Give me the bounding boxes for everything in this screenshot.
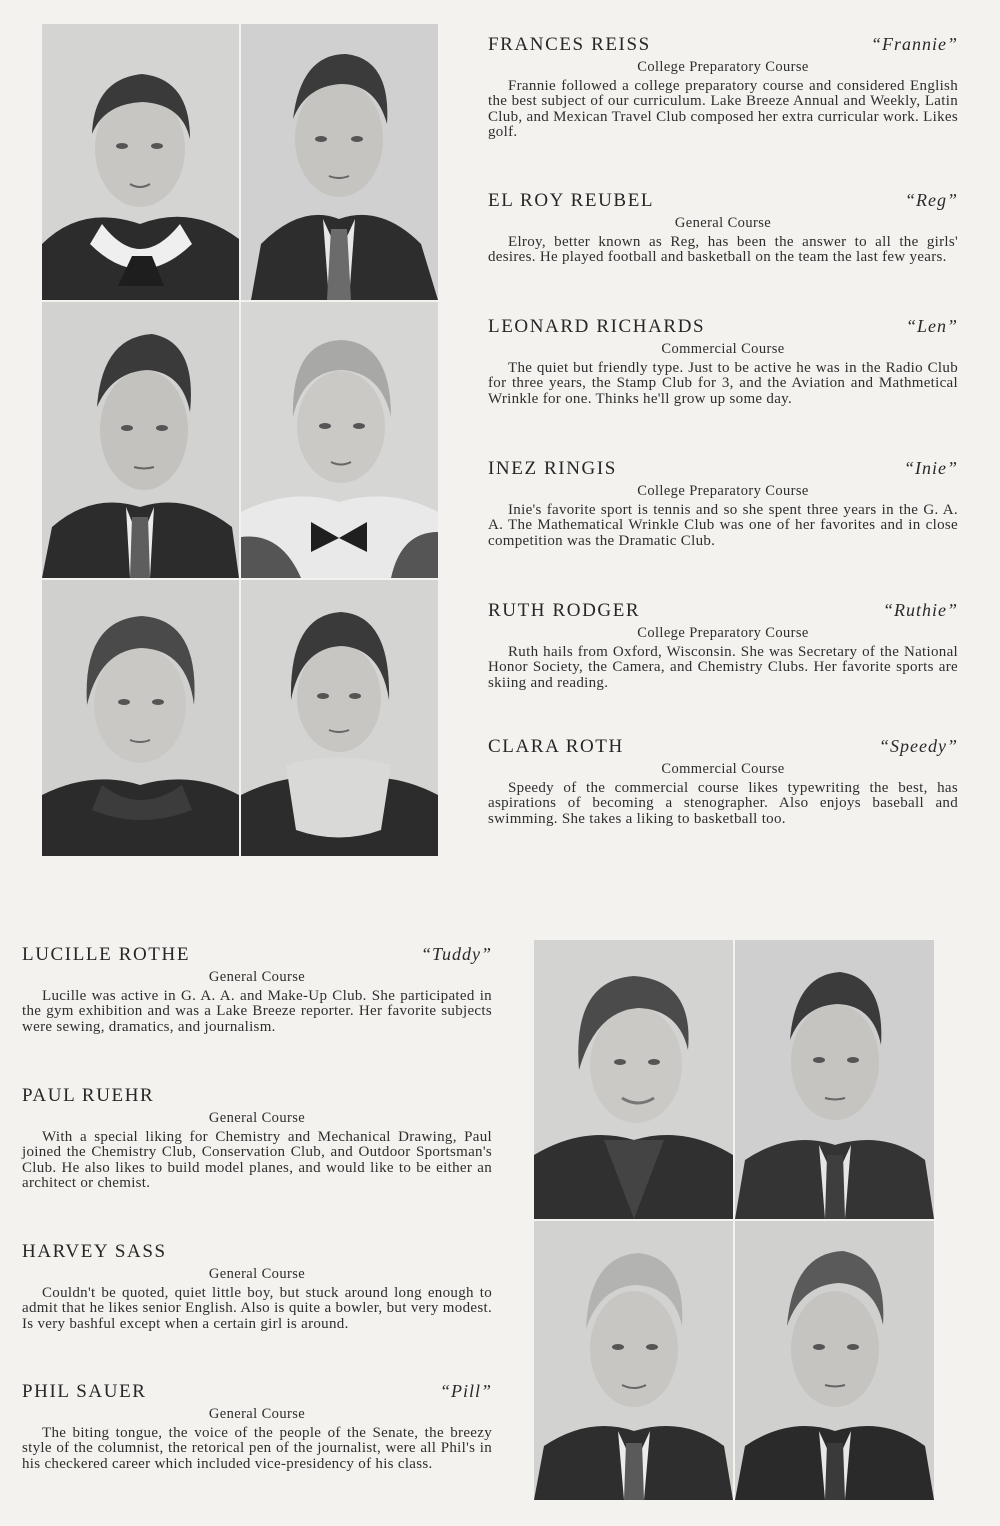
bio-frances-reiss — [488, 34, 958, 141]
bio-text: The quiet but friendly type. Just to be active he was in the Radio Club for three years, the Stamp Club for 3, and the Aviation and Mathmetical Wrinkle for one. Thinks he'll grow up some day. — [488, 360, 958, 407]
bio-name: PHIL SAUER — [22, 1381, 147, 1402]
bio-course: General Course — [208, 1266, 306, 1282]
bio-phil-sauer — [22, 1381, 492, 1472]
bio-course: Commercial Course — [661, 761, 785, 777]
portrait-leonard-richards-image — [42, 302, 239, 578]
bio-text: Lucille was active in G. A. A. and Make-Up Club. She participated in the gym exhibition and was a Lake Breeze reporter. Her favorite subjects were sewing, dramatics, and journalism. — [22, 988, 492, 1035]
bio-text: Couldn't be quoted, quiet little boy, but stuck around long enough to admit that he likes senior English. Also is quite a bowler, but very modest. Is very bashful except when a certain girl is around. — [22, 1285, 492, 1332]
portrait-paul-ruehr-image — [735, 940, 934, 1219]
bio-name: LUCILLE ROTHE — [22, 944, 191, 965]
portrait-photo-paul-ruehr — [735, 940, 934, 1219]
bio-nickname: “Tuddy” — [420, 944, 492, 964]
bio-course: College Preparatory Course — [637, 625, 809, 641]
portrait-photo-phil-sauer — [735, 1221, 934, 1500]
bio-ruth-rodger — [488, 600, 958, 691]
bio-course: College Preparatory Course — [637, 483, 809, 499]
bio-text: With a special liking for Chemistry and Mechanical Drawing, Paul joined the Chemistry Club, Conservation Club, and Outdoor Sportsman's Club. He also likes to build model planes, and would like to be either an architect or chemist. — [22, 1129, 492, 1192]
bio-course: General Course — [208, 1110, 306, 1126]
bio-name: INEZ RINGIS — [488, 458, 617, 479]
bio-nickname: “Reg” — [904, 190, 958, 210]
photo-grid-top — [42, 24, 438, 858]
bio-course: General Course — [208, 1406, 306, 1422]
portrait-photo-inez-ringis — [241, 302, 438, 578]
bio-nickname: “Inie” — [903, 458, 958, 478]
bio-text: Elroy, better known as Reg, has been the answer to all the girls' desires. He played football and basketball on the team the last few years. — [488, 234, 958, 266]
bio-paul-ruehr — [22, 1085, 492, 1192]
bio-name: HARVEY SASS — [22, 1241, 167, 1262]
bio-clara-roth — [488, 736, 958, 827]
portrait-photo-leonard-richards — [42, 302, 239, 578]
portrait-photo-clara-roth — [241, 580, 438, 856]
bio-nickname: “Ruthie” — [882, 600, 958, 620]
bio-name: FRANCES REISS — [488, 34, 651, 55]
photo-grid-bottom — [534, 940, 934, 1500]
bio-name: LEONARD RICHARDS — [488, 316, 706, 337]
portrait-clara-roth-image — [241, 580, 438, 856]
portrait-ruth-rodger-image — [42, 580, 239, 856]
bio-leonard-richards — [488, 316, 958, 407]
bio-name: EL ROY REUBEL — [488, 190, 655, 211]
bio-nickname: “Pill” — [439, 1381, 492, 1401]
bio-elroy-reubel — [488, 190, 958, 266]
portrait-harvey-sass-image — [534, 1221, 733, 1500]
portrait-photo-lucille-rothe — [534, 940, 733, 1219]
bio-course: College Preparatory Course — [637, 59, 809, 75]
bio-inez-ringis — [488, 458, 958, 549]
bio-text: Speedy of the commercial course likes typewriting the best, has aspirations of becoming a stenographer. Also enjoys baseball and swimming. She takes a liking to basketball too. — [488, 780, 958, 827]
bio-text: Ruth hails from Oxford, Wisconsin. She was Secretary of the National Honor Society, the Camera, and Chemistry Clubs. Her favorite sports are skiing and reading. — [488, 644, 958, 691]
portrait-lucille-rothe-image — [534, 940, 733, 1219]
portrait-elroy-reubel-image — [241, 24, 438, 300]
portrait-photo-frances-reiss — [42, 24, 239, 300]
bio-course: Commercial Course — [661, 341, 785, 357]
bio-text: The biting tongue, the voice of the people of the Senate, the breezy style of the columnist, the retorical pen of the journalist, were all Phil's in his checkered career which included vice-presidency of his class. — [22, 1425, 492, 1472]
bio-nickname: “Speedy” — [879, 736, 958, 756]
portrait-frances-reiss-image — [42, 24, 239, 300]
portrait-inez-ringis-image — [241, 302, 438, 578]
bio-name: PAUL RUEHR — [22, 1085, 155, 1106]
portrait-photo-elroy-reubel — [241, 24, 438, 300]
bio-name: CLARA ROTH — [488, 736, 624, 757]
bio-course: General Course — [674, 215, 772, 231]
bio-text: Frannie followed a college preparatory course and considered English the best subject of our curriculum. Lake Breeze Annual and Weekly, Latin Club, and Mexican Travel Club composed her extra curricular work. Likes golf. — [488, 78, 958, 141]
portrait-photo-ruth-rodger — [42, 580, 239, 856]
bio-nickname: “Len” — [905, 316, 958, 336]
bio-course: General Course — [208, 969, 306, 985]
bio-lucille-rothe — [22, 944, 492, 1035]
portrait-phil-sauer-image — [735, 1221, 934, 1500]
portrait-photo-harvey-sass — [534, 1221, 733, 1500]
bio-text: Inie's favorite sport is tennis and so she spent three years in the G. A. A. The Mathematical Wrinkle Club was one of her favorites and in close competition was the Dramatic Club. — [488, 502, 958, 549]
bio-name: RUTH RODGER — [488, 600, 641, 621]
bio-nickname: “Frannie” — [870, 34, 958, 54]
bio-harvey-sass — [22, 1241, 492, 1332]
